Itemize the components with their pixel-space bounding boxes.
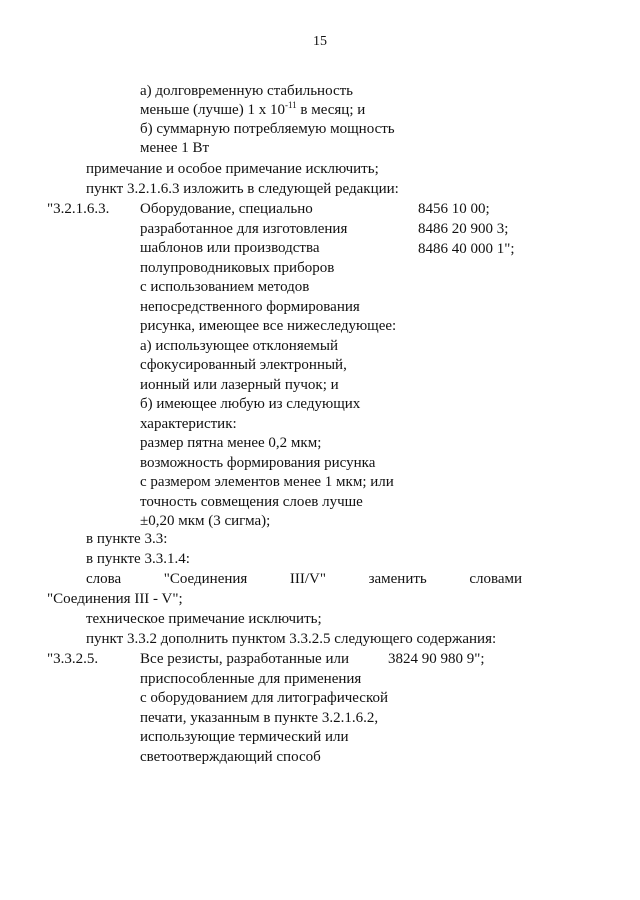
intro-a-line2-pre: меньше (лучше) 1 х 10 xyxy=(140,102,285,118)
instruction-add-item: пункт 3.3.2 дополнить пунктом 3.3.2.5 следующего содержания: xyxy=(86,631,497,647)
item-3216-3-line: характеристик: xyxy=(140,415,237,432)
replace-word-1: слова xyxy=(86,571,122,587)
instruction-note-remove: примечание и особое примечание исключить; xyxy=(86,161,379,177)
item-3216-3-line: с использованием методов xyxy=(140,279,310,295)
item-3216-3-code-2: 8486 20 900 3; xyxy=(418,221,509,237)
item-3216-3-line: Оборудование, специально xyxy=(140,201,313,217)
item-3216-3-line: ±0,20 мкм (3 сигма); xyxy=(140,513,271,529)
item-3216-3-code-3: 8486 40 000 1"; xyxy=(418,241,515,257)
item-3216-3-line: рисунка, имеющее все нижеследующее: xyxy=(140,318,397,334)
item-3325-line: приспособленные для применения xyxy=(140,670,362,687)
item-3325-line: светоотверждающий способ xyxy=(140,748,321,765)
item-3216-3-line: полупроводниковых приборов xyxy=(140,259,335,276)
instruction-section-3-3-1-4: в пункте 3.3.1.4: xyxy=(86,551,190,567)
replace-word-5: словами xyxy=(469,571,523,587)
item-3325-code: 3824 90 980 9"; xyxy=(388,651,485,667)
intro-a-line1: а) долговременную стабильность xyxy=(140,83,353,99)
item-number-3216-3: "3.2.1.6.3. xyxy=(47,201,110,217)
instruction-tech-note-remove: техническое примечание исключить; xyxy=(86,611,322,627)
replace-word-3: III/V" xyxy=(289,571,326,587)
item-3216-3-code-1: 8456 10 00; xyxy=(418,201,490,217)
intro-b-line2: менее 1 Вт xyxy=(140,140,210,156)
item-3216-3-line: возможность формирования рисунка xyxy=(140,454,376,471)
item-3216-3-line: ионный или лазерный пучок; и xyxy=(140,376,339,393)
page-number: 15 xyxy=(313,34,327,49)
item-3325-line: Все резисты, разработанные или xyxy=(140,651,349,667)
item-3216-3-line: а) использующее отклоняемый xyxy=(140,337,338,354)
instruction-new-wording: пункт 3.2.1.6.3 изложить в следующей редакции: xyxy=(86,181,399,197)
item-3216-3-line: точность совмещения слоев лучше xyxy=(140,493,363,510)
item-number-3325: "3.3.2.5. xyxy=(47,651,99,667)
replace-word-4: заменить xyxy=(368,571,427,587)
item-3216-3-line: б) имеющее любую из следующих xyxy=(140,396,361,412)
item-3216-3-line: сфокусированный электронный, xyxy=(140,357,347,373)
intro-a-line2 xyxy=(140,101,365,120)
intro-a-line2-post: в месяц; и xyxy=(296,102,366,118)
item-3325-line: печати, указанным в пункте 3.2.1.6.2, xyxy=(140,709,379,726)
instruction-section-3-3: в пункте 3.3: xyxy=(86,531,168,547)
replace-new-wording: "Соединения III - V"; xyxy=(47,591,183,607)
item-3216-3-line: непосредственного формирования xyxy=(140,298,360,315)
item-3216-3-line: с размером элементов менее 1 мкм; или xyxy=(140,474,394,490)
exponent: -11 xyxy=(284,100,297,110)
replace-word-2: "Соединения xyxy=(163,571,248,587)
item-3325-line: использующие термический или xyxy=(140,729,349,745)
item-3216-3-line: шаблонов или производства xyxy=(140,240,320,256)
item-3216-3-line: размер пятна менее 0,2 мкм; xyxy=(140,435,322,451)
item-3216-3-line: разработанное для изготовления xyxy=(140,220,348,237)
item-3325-line: с оборудованием для литографической xyxy=(140,690,389,706)
intro-b-line1: б) суммарную потребляемую мощность xyxy=(140,121,395,137)
replace-words-line xyxy=(86,570,522,589)
